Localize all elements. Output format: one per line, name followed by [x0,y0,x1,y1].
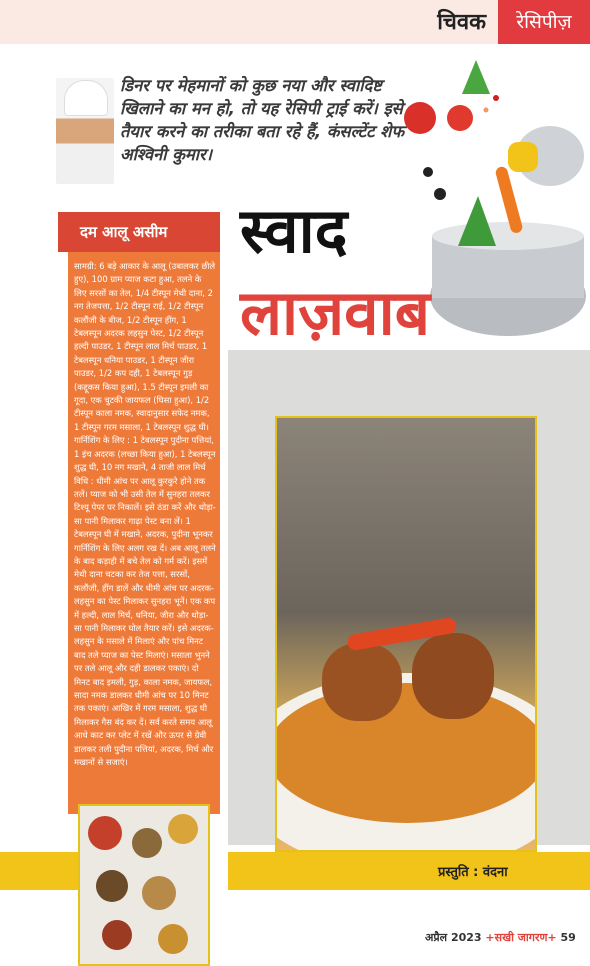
chef-photo [56,78,114,184]
page-number: 59 [560,931,576,944]
footer-brand: सखी जागरण [494,931,548,944]
herb-leaves [462,60,490,94]
curry-gravy [275,683,537,823]
footer-plus-icon: + [547,931,557,944]
intro-text: डिनर पर मेहमानों को कुछ नया और स्वादिष्ट खिलाने का मन हो, तो यह रेसिपी ट्राई करें। इसे तैयार करने का तरीका बता रहे हैं, कंसल्टेंट शेफ अश्विनी कुमार। [120,76,405,164]
footer-band-left [0,852,78,890]
headline-line-2: लाज़वाब [240,276,431,349]
section-title: चिवक [437,10,486,35]
credit-line: प्रस्तुति : वंदना [438,865,508,880]
tomato [447,105,473,131]
chef-hat-icon [64,80,108,116]
spice-bowl [88,816,122,850]
dish-photo [275,416,537,852]
spice-bowl [96,870,128,902]
recipe-header [58,212,220,252]
olive [434,188,446,200]
spice-bowl [142,876,176,910]
potato [322,643,402,721]
spice-bowl [132,828,162,858]
tomato [404,102,436,134]
spice-bowl [168,814,198,844]
recipe-text: सामग्री: 6 बड़े आकार के आलू (उबालकर छीले हुए), 100 ग्राम प्याज कटा हुआ, तलने के लिए सरसों का तेल, 1/4 टीस्पून मेथी दाना, 2 नग तेजपत्ता, 1/2 टीस्पून राई, 1/2 टीस्पून कलौंजी के बीज, 1/2 टीस्पून हींग, 1 टेबलस्पून अदरक लहसुन पेस्ट, 1/2 टीस्पून हल्दी पाउडर, 1 टीस्पून लाल मिर्च पाउडर, 1 टेबलस्पून धनिया पाउडर, 1 टीस्पून जीरा पाउडर, 1/2 कप दही, 1 टेबलस्पून गुड़ (कद्दूकस किया हुआ), 1.5 टीस्पून इमली का गूदा, एक चुटकी जायफल (घिसा हुआ), 1/2 टीस्पून काला नमक, स्वादानुसार सफेद नमक, 1 टीस्पून गरम मसाला, 1 टेबलस्पून शुद्ध घी। गार्निशिंग के लिए : 1 टेबलस्पून पुदीना पत्तियां, 1 इंच अदरक (लच्छा किया हुआ), 1 टेबलस्पून शुद्ध घी, 10 नग मखाने, 4 ताजी लाल मिर्च विधि : धीमी आंच पर आलू कुरकुरे होने तक तलें। प्याज को भी उसी तेल में सुनहरा तलकर टिश्यू पेपर पर निकालें। इसे ठंडा करें और थोड़ा-सा पानी मिलाकर गाढ़ा पेस्ट बना लें। 1 टेबलस्पून घी में मखाने, अदरक, पुदीना भूनकर गार्निशिंग के लिए अलग रख दें। अब आलू तलने के बाद कड़ाही में बचे तेल को गर्म करें। इसमें मेथी दाना चटका कर तेज पत्ता, सरसों, कलौंजी, हींग डालें और धीमी आंच पर अदरक-लहसुन का पेस्ट मिलाकर सुनहरा भूनें। एक कप में हल्दी, लाल मिर्च, धनिया, जीरा और थोड़ा-सा पानी मिलाकर घोल तैयार करें। इसे अदरक-लहसुन के मसाले में मिलाएं और पांच मिनट बाद तले प्याज का पेस्ट मिलाएं। मसाला भुनने पर तले आलू और दही डालकर पकाएं। दो मिनट बाद इमली, गुड़, काला नमक, जायफल, सादा नमक डालकर धीमी आंच पर 10 मिनट तक पकाएं। आखिर में गरम मसाला, शुद्ध घी मिलाकर गैस बंद कर दें। सर्व करते समय आलू आधे काट कर प्लेट में रखें और ऊपर से ग्रेवी डालकर तली पुदीना पत्तियां, अदरक, मिर्च और मखानों से सजाएं। [74,261,216,768]
recipe-name: दम आलू असीम [80,223,168,241]
section-tab-recipes[interactable]: रेसिपीज़ [498,0,590,44]
footer-plus-icon: + [485,931,495,944]
spice-dot [493,95,499,101]
footer-band [228,852,590,890]
headline-line-1: स्वाद [240,194,348,267]
spice-bowl [158,924,188,954]
potato [412,633,494,719]
page-footer [425,930,576,945]
spices-photo [78,804,210,966]
olive [423,167,433,177]
spice-dot [484,108,489,113]
herb-leaves [458,196,496,246]
bell-pepper [508,142,538,172]
footer-month: अप्रैल 2023 [425,931,482,944]
pot-rim [432,222,584,250]
spice-bowl [102,920,132,950]
